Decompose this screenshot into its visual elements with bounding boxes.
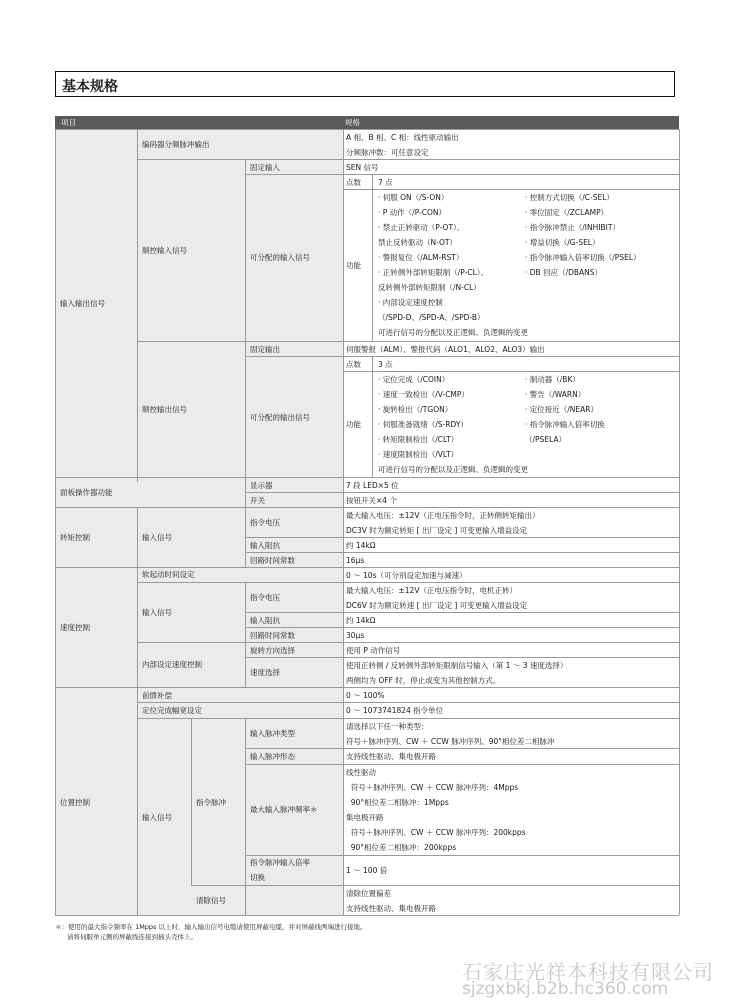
freq-line-0: 线性驱动 — [346, 768, 376, 777]
position-control-label: 位置控制 — [60, 798, 90, 807]
watermark-company: 石家庄光祥本科技有限公司 — [462, 960, 714, 984]
input-func-left-2: · 禁止正转驱动（P-OT）、 — [378, 223, 465, 232]
input-func-left-5: · 正转侧外部转矩限制（/P-CL）、 — [378, 268, 489, 277]
output-assign-note: 可进行信号的分配以及正逻辑、负逻辑的变更 — [378, 465, 528, 474]
output-func-left-4: · 转矩限制检出（/CLT） — [378, 435, 459, 444]
output-func-left-3: · 伺服准备就绪（/S-RDY） — [378, 420, 468, 429]
input-func-right-4: · 指令脉冲输入倍率切换（/PSEL） — [525, 253, 641, 262]
io-signal-label: 输入输出信号 — [60, 299, 105, 308]
torque-voltage-spec-2: DC3V 时为额定转矩 [ 出厂设定 ] 可变更输入增益设定 — [346, 526, 528, 535]
pos-width-label: 定位完成幅宽设定 — [142, 706, 202, 715]
footnote-1: ＊：使用的最大指令频率在 1Mpps 以上时，输入输出信号电缆请使用屏蔽电缆，并对屏蔽线两端进行接地。 — [55, 923, 367, 931]
speed-cmd-voltage-label: 指令电压 — [250, 593, 280, 602]
input-func-right-1: · 零位固定（/ZCLAMP） — [525, 208, 609, 217]
header-spec: 规格 — [345, 118, 360, 127]
fixed-output-spec: 伺服警报（ALM）、警报代码（ALO1、ALO2、ALO3）输出 — [346, 345, 545, 354]
points-out-label: 点数 — [346, 360, 361, 369]
speed-impedance-label: 输入阻抗 — [250, 616, 280, 625]
points-out-value: 3 点 — [378, 360, 393, 369]
multiplier-label: 指令脉冲输入倍率 — [250, 858, 310, 867]
speed-control-label: 速度控制 — [60, 623, 90, 632]
torque-time-spec: 16μs — [346, 556, 365, 565]
pulse-form-label: 输入脉冲形态 — [250, 752, 295, 761]
assign-input-label: 可分配的输入信号 — [250, 253, 310, 262]
function-in-label: 功能 — [346, 261, 361, 270]
torque-control-label: 转矩控制 — [60, 533, 90, 542]
speed-voltage-spec-1: 最大输入电压：±12V（正电压指令时，电机正转） — [346, 586, 517, 595]
freq-line-5: 90°相位差二相脉冲：200kpps — [346, 843, 457, 852]
soft-start-spec: 0 ～ 10s（可分别设定加速与减速） — [346, 571, 467, 580]
output-func-left-2: · 旋转检出（/TGON） — [378, 405, 453, 414]
seq-input-label: 顺控输入信号 — [142, 246, 187, 255]
internal-speed-label: 内部设定速度控制 — [142, 660, 202, 669]
rotation-direction-spec: 使用 P 动作信号 — [346, 646, 401, 655]
output-func-left-0: · 定位完成（/COIN） — [378, 375, 450, 384]
speed-input-signal-label: 输入信号 — [142, 608, 172, 617]
speed-voltage-spec-2: DC6V 时为额定转速 [ 出厂设定 ] 可变更输入增益设定 — [346, 601, 528, 610]
switch-spec: 按钮开关×4 个 — [346, 496, 397, 505]
multiplier-spec: 1 ～ 100 倍 — [346, 866, 388, 875]
max-freq-label: 最大输入脉冲频率＊ — [250, 805, 318, 814]
pulse-type-label: 输入脉冲类型 — [250, 729, 295, 738]
freq-line-4: 符号＋脉冲序列、CW ＋ CCW 脉冲序列：200kpps — [346, 828, 526, 837]
output-func-right-0: · 制动器（/BK） — [525, 375, 580, 384]
input-func-left-3: 禁止反转驱动（N-OT） — [378, 238, 458, 247]
output-func-right-3: · 指令脉冲输入倍率切换 — [525, 420, 605, 429]
output-func-right-4: （/PSELA） — [525, 435, 567, 444]
points-in-label: 点数 — [346, 178, 361, 187]
seq-output-label: 顺控输出信号 — [142, 405, 187, 414]
input-assign-note: 可进行信号的分配以及正逻辑、负逻辑的变更 — [378, 328, 528, 337]
function-out-label: 功能 — [346, 420, 361, 429]
torque-voltage-spec-1: 最大输入电压：±12V（正电压指令时，正转侧转矩输出） — [346, 511, 540, 520]
points-in-value: 7 点 — [378, 178, 393, 187]
input-func-left-1: · P 动作（/P-CON） — [378, 208, 447, 217]
assign-output-label: 可分配的输出信号 — [250, 413, 310, 422]
pulse-type-spec-2: 符号＋脉冲序列、CW ＋ CCW 脉冲序列、90°相位差二相脉冲 — [346, 737, 555, 746]
multiplier-label-2: 切换 — [250, 873, 265, 882]
speed-select-spec-2: 两侧均为 OFF 时，停止或变为其他控制方式。 — [346, 676, 501, 685]
torque-input-signal-label: 输入信号 — [142, 533, 172, 542]
header-item: 项目 — [61, 118, 76, 127]
output-func-left-1: · 速度一致检出（/V-CMP） — [378, 390, 469, 399]
input-func-left-0: · 伺服 ON（/S-ON） — [378, 193, 449, 202]
freq-line-2: 90°相位差二相脉冲：1Mpps — [346, 798, 449, 807]
clear-signal-label: 清除信号 — [196, 896, 226, 905]
input-func-left-6: 反转侧外部转矩限制（/N-CL） — [378, 283, 481, 292]
output-func-right-2: · 定位接近（/NEAR） — [525, 405, 598, 414]
pulse-form-spec: 支持线性驱动、集电极开路 — [346, 752, 436, 761]
pulse-command-label: 指令脉冲 — [196, 798, 226, 807]
display-label: 显示器 — [250, 481, 273, 490]
clear-spec-1: 清除位置偏差 — [346, 889, 391, 898]
display-spec: 7 段 LED×5 位 — [346, 481, 399, 490]
input-func-right-2: · 指令脉冲禁止（/INHIBIT） — [525, 223, 620, 232]
torque-impedance-spec: 约 14kΩ — [346, 541, 376, 550]
encoder-spec-2: 分频脉冲数：可任意设定 — [346, 148, 429, 157]
feedforward-spec: 0 ～ 100% — [346, 691, 385, 700]
pos-input-signal-label: 输入信号 — [142, 813, 172, 822]
section-title: 基本规格 — [62, 79, 118, 95]
speed-time-label: 回路时间常数 — [250, 631, 295, 640]
torque-time-label: 回路时间常数 — [250, 556, 295, 565]
footnote-2: 请将伺服单元侧的屏蔽线连接到插头壳体上。 — [67, 933, 197, 941]
input-func-right-0: · 控制方式切换（/C-SEL） — [525, 193, 614, 202]
switch-label: 开关 — [250, 496, 265, 505]
rotation-direction-label: 旋转方向选择 — [250, 646, 295, 655]
soft-start-label: 软起动时间设定 — [142, 570, 195, 579]
panel-function-label: 面板操作器功能 — [60, 488, 113, 497]
speed-time-spec: 30μs — [346, 631, 365, 640]
fixed-output-label: 固定输出 — [250, 345, 280, 354]
output-func-left-5: · 速度限制检出（/VLT） — [378, 450, 459, 459]
section-title-box — [55, 71, 675, 97]
torque-impedance-label: 输入阻抗 — [250, 541, 280, 550]
speed-select-label: 速度选择 — [250, 668, 280, 677]
fixed-input-label: 固定输入 — [250, 163, 280, 172]
input-func-left-4: · 警报复位（/ALM-RST） — [378, 253, 464, 262]
freq-line-3: 集电极开路 — [346, 813, 384, 822]
clear-spec-2: 支持线性驱动、集电极开路 — [346, 904, 436, 913]
table-header — [55, 116, 679, 129]
feedforward-label: 前馈补偿 — [142, 691, 172, 700]
speed-impedance-spec: 约 14kΩ — [346, 616, 376, 625]
torque-cmd-voltage-label: 指令电压 — [250, 518, 280, 527]
fixed-input-spec: SEN 信号 — [346, 163, 379, 172]
encoder-output-label: 编码器分频脉冲输出 — [142, 140, 210, 149]
freq-line-1: 符号＋脉冲序列、CW ＋ CCW 脉冲序列：4Mpps — [346, 783, 519, 792]
input-func-left-8: （/SPD-D、/SPD-A、/SPD-B） — [378, 313, 485, 322]
input-func-left-7: · 内部设定速度控制 — [378, 298, 443, 307]
pos-width-spec: 0 ～ 1073741824 指令单位 — [346, 706, 444, 715]
speed-select-spec-1: 使用正转侧 / 反转侧外部转矩限制信号输入（第 1 ～ 3 速度选择） — [346, 661, 568, 670]
encoder-spec-1: A 相、B 相、C 相：线性驱动输出 — [346, 133, 459, 142]
output-func-right-1: · 警告（/WARN） — [525, 390, 586, 399]
pulse-type-spec-1: 请选择以下任一种类型： — [346, 722, 429, 731]
input-func-right-5: · DB 回应（/DBANS） — [525, 268, 603, 277]
watermark-url: sjzgxbkj.b2b.hc360.com — [462, 979, 669, 999]
input-func-right-3: · 增益切换（/G-SEL） — [525, 238, 600, 247]
